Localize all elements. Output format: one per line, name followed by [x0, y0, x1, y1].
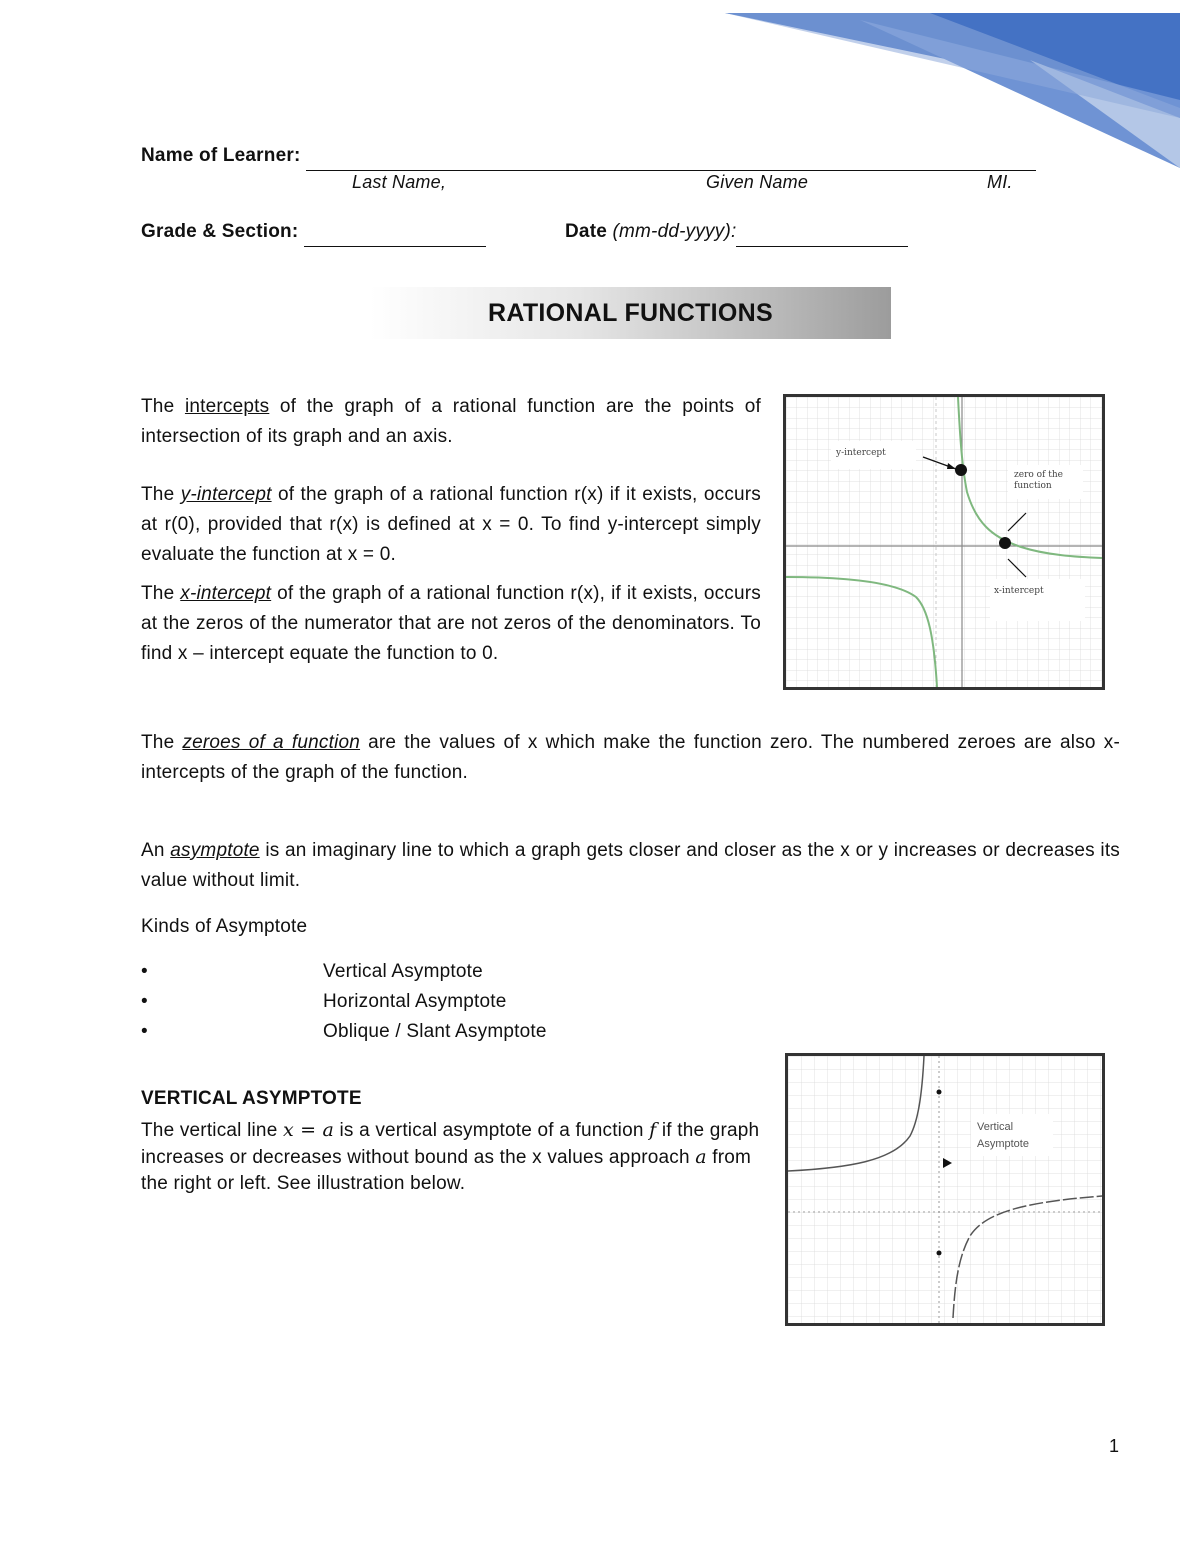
x-intercept-paragraph	[141, 579, 761, 669]
vertical-asymptote-graph	[785, 1053, 1105, 1326]
vertical-f: f	[649, 1119, 657, 1141]
bullet-icon: •	[141, 1021, 148, 1042]
vertical-label-line1: Vertical	[977, 1121, 1014, 1133]
y-intercept-label: y-intercept	[836, 448, 886, 458]
grade-section-label: Grade & Section:	[141, 221, 299, 242]
date-label: Date	[565, 221, 607, 242]
kinds-list	[141, 957, 741, 1047]
zeroes-rest: are the values of x which make the function zero. The numbered zeroes are also x-intercepts of the graph of the function.	[141, 732, 1120, 783]
page-number: 1	[1109, 1436, 1120, 1456]
zero-label-line2: function	[1014, 481, 1052, 491]
intercepts-p1-rest: of the graph of a rational function are the points of intersection of its graph and an axis.	[141, 396, 761, 447]
grade-section-row	[141, 217, 486, 247]
vertical-a: a	[695, 1146, 707, 1168]
vertical-asymptote-graph-svg	[788, 1056, 1102, 1323]
zero-label-line1: zero of the	[1014, 470, 1063, 480]
asymptote-paragraph	[141, 836, 1120, 896]
vertical-equation: x = a	[282, 1119, 334, 1141]
mi-caption: MI.	[987, 172, 1013, 192]
y-intercept-start: The	[141, 484, 175, 505]
x-intercept-start: The	[141, 583, 175, 604]
asymptote-start: An	[141, 840, 165, 861]
vertical-paragraph	[141, 1117, 766, 1197]
intercepts-p1-start: The	[141, 396, 175, 417]
kind-oblique: Oblique / Slant Asymptote	[323, 1021, 547, 1042]
intercepts-graph	[783, 394, 1105, 690]
list-item	[141, 987, 741, 1017]
bullet-icon: •	[141, 961, 148, 982]
vertical-p-end: from the right or left. See illustration below.	[141, 1147, 752, 1194]
page-title: RATIONAL FUNCTIONS	[487, 298, 773, 327]
kind-horizontal: Horizontal Asymptote	[323, 991, 507, 1012]
intercepts-graph-svg	[786, 397, 1102, 687]
x-intercept-term: x-intercept	[180, 583, 272, 604]
date-row	[565, 217, 908, 247]
intercepts-term: intercepts	[184, 396, 270, 417]
bullet-icon: •	[141, 991, 148, 1012]
date-line[interactable]	[736, 228, 908, 247]
kinds-heading: Kinds of Asymptote	[141, 916, 308, 937]
vertical-p-mid: is a vertical asymptote of a function	[339, 1120, 644, 1141]
vertical-p-start: The vertical line	[141, 1120, 278, 1141]
asymptote-term: asymptote	[170, 840, 260, 861]
intercepts-paragraph	[141, 392, 761, 452]
y-intercept-paragraph	[141, 480, 761, 570]
vertical-label-line2: Asymptote	[977, 1138, 1029, 1150]
last-name-caption: Last Name,	[352, 172, 447, 192]
zeroes-start: The	[141, 732, 175, 753]
name-of-learner-row	[141, 141, 1036, 171]
zeroes-paragraph	[141, 728, 1120, 788]
given-name-caption: Given Name	[706, 172, 809, 192]
grade-section-line[interactable]	[304, 228, 486, 247]
kind-vertical: Vertical Asymptote	[323, 961, 483, 982]
x-intercept-rest: of the graph of a rational function r(x), if it exists, occurs at the zeros of the numerator that are not zeros of the denominators. To find x – intercept equate the function to 0.	[141, 583, 762, 664]
asymptote-rest: is an imaginary line to which a graph gets closer and closer as the x or y increases or decreases its value without limit.	[141, 840, 1121, 891]
vertical-heading: VERTICAL ASYMPTOTE	[141, 1088, 362, 1109]
list-item	[141, 1017, 741, 1047]
title-banner	[370, 287, 891, 339]
zeroes-term: zeroes of a function	[182, 732, 361, 753]
date-format: (mm-dd-yyyy):	[612, 221, 737, 242]
vertical-p-mid2: if the graph increases or decreases without bound as the x values approach	[141, 1120, 760, 1168]
x-intercept-label: x-intercept	[994, 586, 1044, 596]
y-intercept-rest: of the graph of a rational function r(x) if it exists, occurs at r(0), provided that r(x) is defined at x = 0. To find y-intercept simply evaluate the function at x = 0.	[141, 484, 762, 565]
list-item	[141, 957, 741, 987]
y-intercept-term: y-intercept	[180, 484, 272, 505]
name-of-learner-label: Name of Learner:	[141, 145, 301, 166]
